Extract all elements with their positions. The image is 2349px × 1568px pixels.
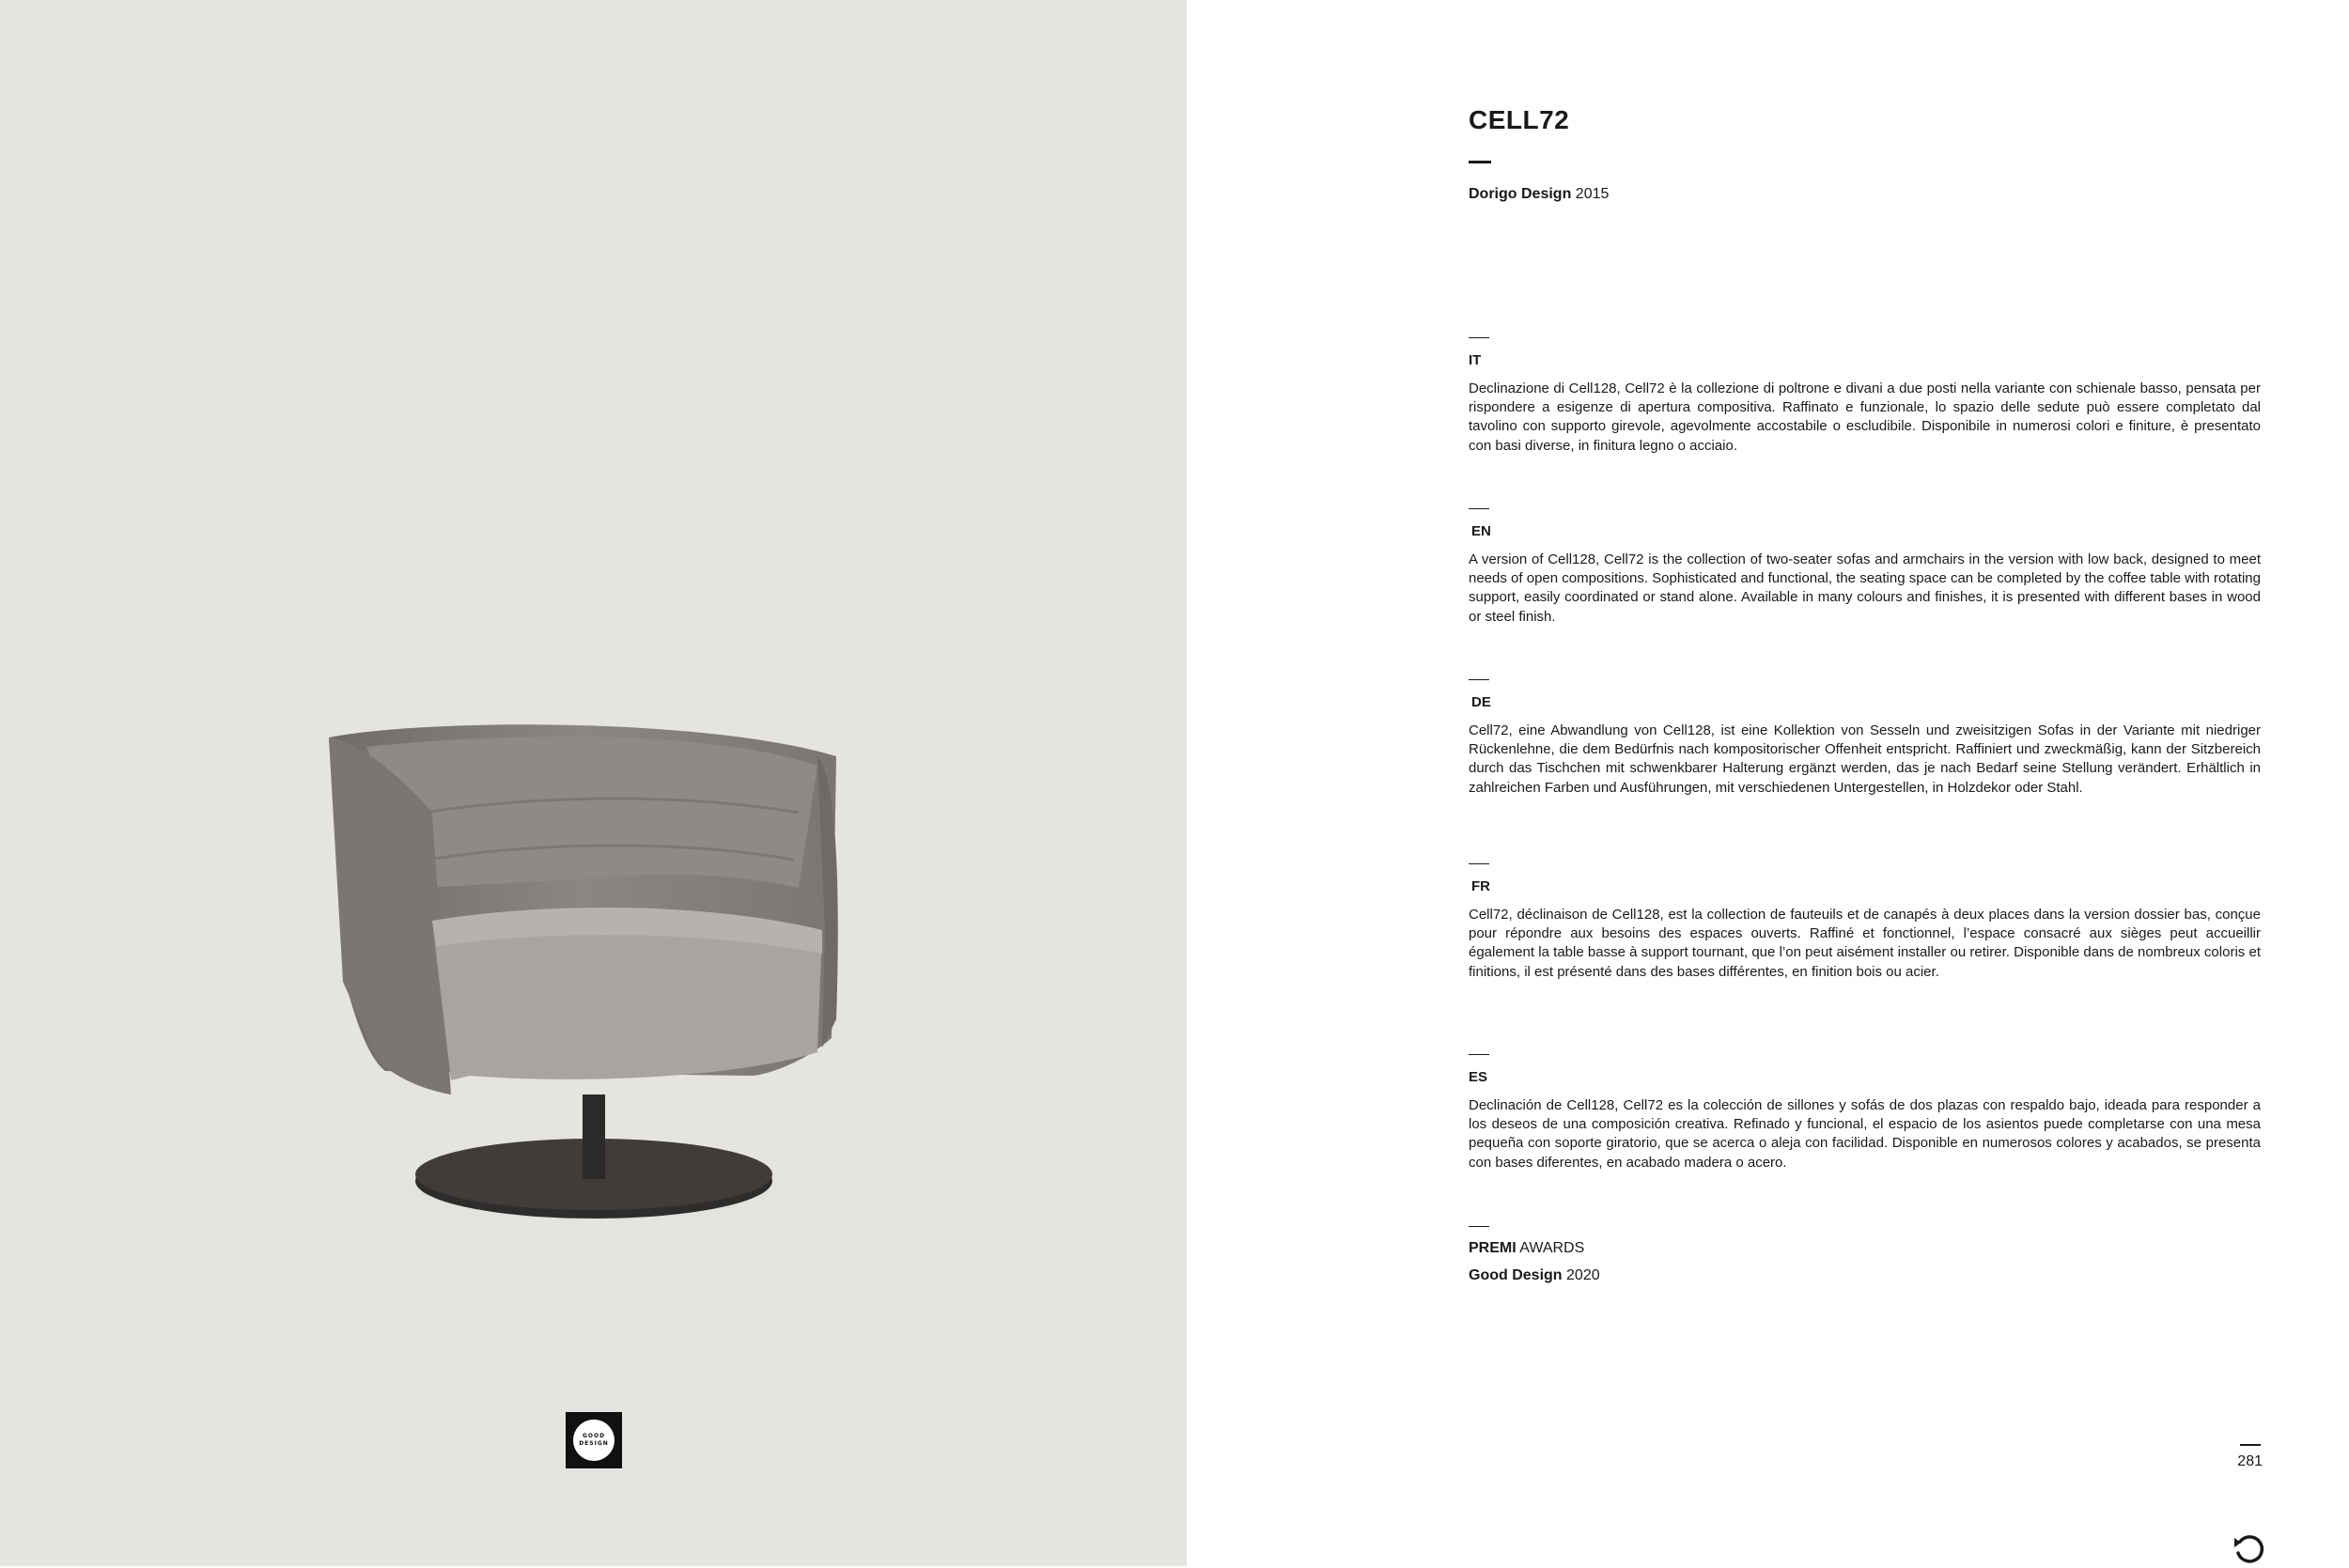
design-year: 2015	[1575, 186, 1610, 202]
good-design-award-logo	[566, 1412, 622, 1468]
description-de: Cell72, eine Abwandlung von Cell128, ist eine Kollektion von Sesseln und zweisitzigen Sofas in der Variante mit niedriger Rückenlehne, die dem Bedürfnis nach kompositorischer Offenheit entspricht. Raffiniert und zweckmäßig, kann der Sitzbereich durch das Tischchen mit schwenkbarer Halterung ergänzt werden, das je nach Bedarf seine Stellung verändert. Erhältlich in zahlreichen Farben und Ausführungen, mit verschiedenen Untergestellen, in Holzdekor oder Stahl.	[1469, 722, 2261, 796]
description-en: A version of Cell128, Cell72 is the collection of two-seater sofas and armchairs in the version with low back, designed to meet needs of open compositions. Sophisticated and functional, the seating space can be completed by the coffee table with rotating support, easily coordinated or stand alone. Available in many colours and finishes, it is presented with different bases in wood or steel finish.	[1469, 551, 2261, 625]
section-divider	[1469, 337, 1489, 338]
description-es: Declinación de Cell128, Cell72 es la colección de sillones y sofás de dos plazas con respaldo bajo, ideada para responder a los deseos de una composición creativa. Refinado y funcional, el espacio de los asientos puede completarse con una mesa pequeña con soporte giratorio, que se acerca o aleja con facilidad. Disponible en numerosos colores y acabados, se presenta con bases diferentes, en acabado madera o acero.	[1469, 1097, 2261, 1171]
designer-line	[1469, 186, 1609, 203]
product-title: CELL72	[1469, 105, 1570, 134]
award-entry	[1469, 1267, 1600, 1284]
page-number-divider	[2240, 1444, 2261, 1446]
section-divider	[1469, 1054, 1489, 1055]
section-divider	[1469, 679, 1489, 680]
section-divider	[1469, 863, 1489, 864]
award-year: 2020	[1566, 1267, 1600, 1283]
awards-divider	[1469, 1226, 1489, 1227]
title-divider	[1469, 161, 1491, 163]
lang-label-en: EN	[1471, 523, 1491, 539]
designer-name: Dorigo Design	[1469, 186, 1572, 202]
description-fr: Cell72, déclinaison de Cell128, est la collection de fauteuils et de canapés à deux places dans la version dossier bas, conçue pour répondre aux besoins des espaces ouverts. Raffiné et fonctionnel, l’espace consacré aux sièges peut accueillir également la table basse à support tournant, que l’on peut aisément installer ou retirer. Disponible dans de nombreux coloris et finitions, il est présenté dans des bases différentes, en finition bois ou acier.	[1469, 907, 2261, 980]
awards-heading	[1469, 1240, 1584, 1257]
award-logo-line2: DESIGN	[579, 1440, 609, 1447]
undo-icon[interactable]	[2231, 1530, 2268, 1568]
awards-heading-bold: PREMI	[1469, 1240, 1517, 1256]
section-divider	[1469, 508, 1489, 509]
lang-label-es: ES	[1469, 1069, 1488, 1085]
lang-label-it: IT	[1469, 352, 1482, 368]
description-it: Declinazione di Cell128, Cell72 è la collezione di poltrone e divani a due posti nella variante con schienale basso, pensata per rispondere a esigenze di apertura compositiva. Raffinato e funzionale, lo spazio delle sedute può essere completato dal tavolino con supporto girevole, agevolmente accostabile o escludibile. Disponibile in numerosi colori e finiture, è presentato con basi diverse, in finitura legno o acciaio.	[1469, 380, 2261, 454]
awards-heading-rest: AWARDS	[1519, 1240, 1585, 1256]
lang-label-fr: FR	[1471, 878, 1490, 894]
armchair-photo	[310, 700, 874, 1245]
lang-label-de: DE	[1471, 694, 1491, 710]
award-name: Good Design	[1469, 1267, 1563, 1283]
award-logo-line1: GOOD	[582, 1433, 606, 1439]
page-number: 281	[2237, 1453, 2263, 1469]
